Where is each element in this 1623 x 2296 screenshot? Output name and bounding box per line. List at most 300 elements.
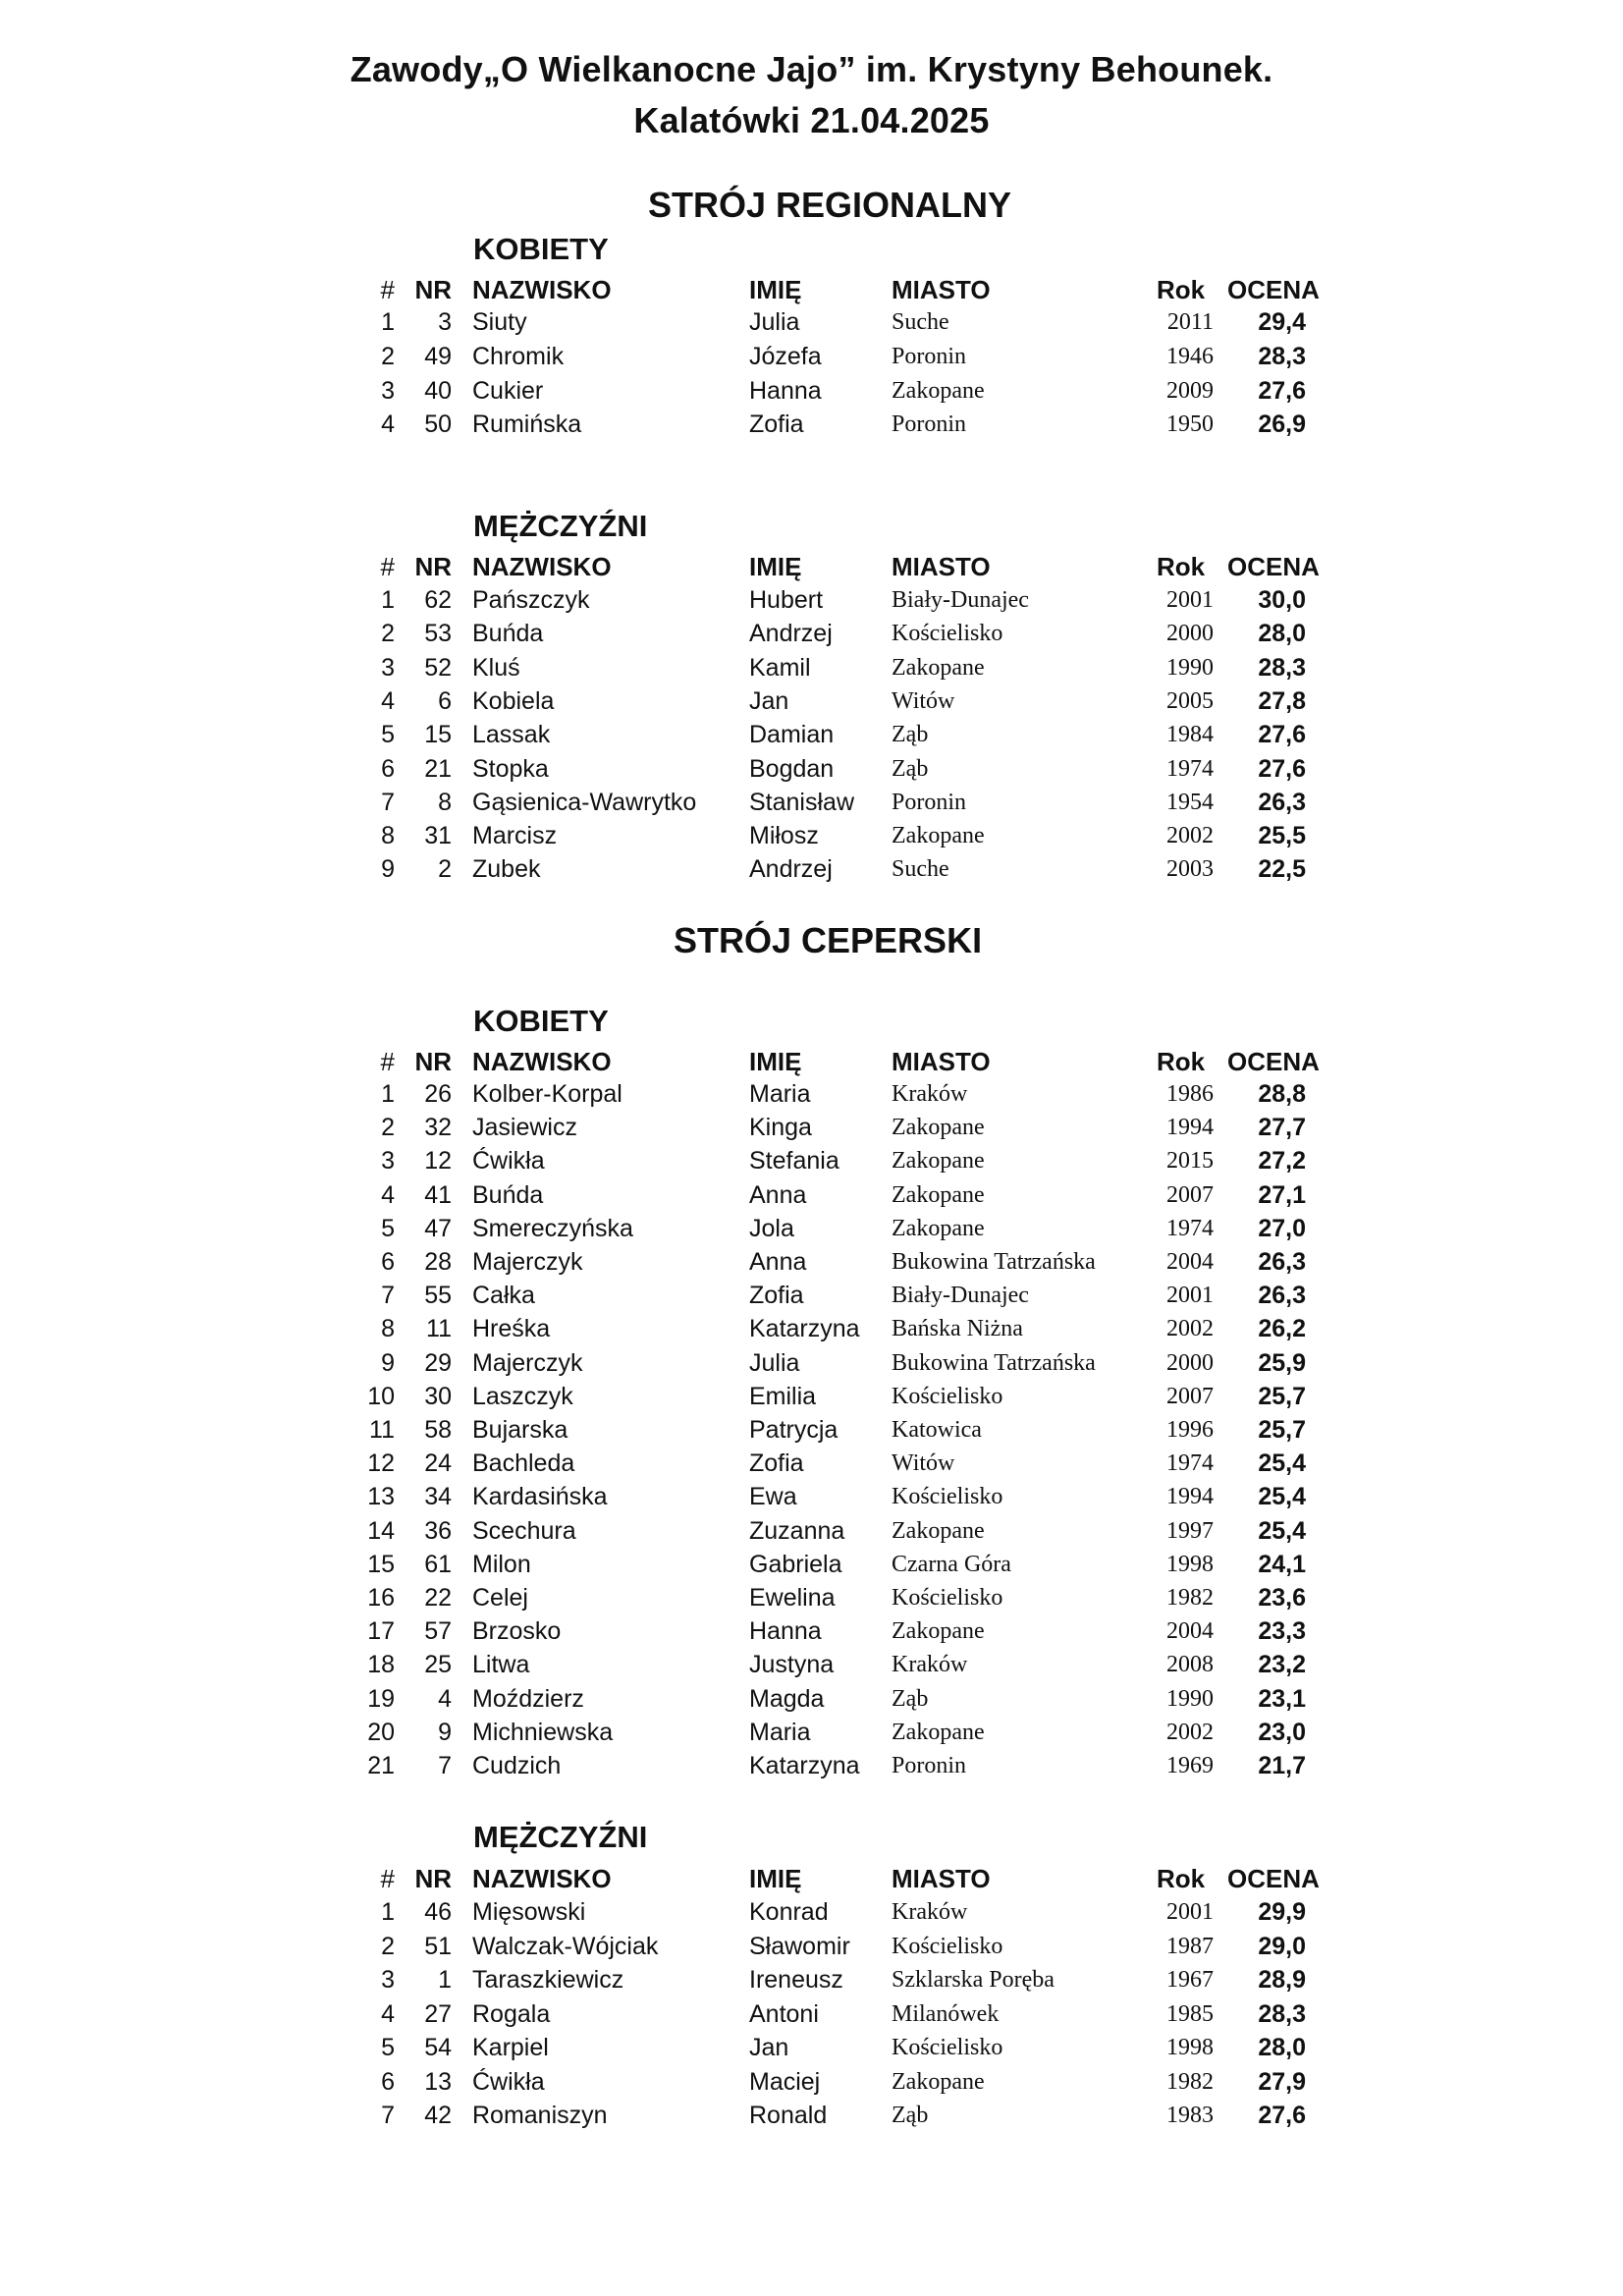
score-cell: 27,0 [1258,1214,1306,1242]
surname-cell: Laszczyk [472,1382,573,1410]
table-row [0,1313,1623,1344]
nr-cell: 2 [438,855,452,884]
rank-cell: 4 [381,686,395,715]
first-name-cell: Stanisław [749,788,854,816]
rank-cell: 7 [381,788,395,816]
nr-cell: 6 [438,686,452,715]
year-cell: 2002 [1166,1719,1214,1745]
rank-cell: 7 [381,2102,395,2129]
score-cell: 27,6 [1258,2102,1306,2129]
year-cell: 1954 [1166,789,1214,815]
year-cell: 1982 [1166,2068,1214,2095]
score-cell: 29,9 [1258,1898,1306,1926]
year-cell: 1998 [1166,2035,1214,2060]
nr-cell: 31 [424,822,452,850]
nr-cell: 36 [424,1516,452,1545]
score-cell: 23,6 [1258,1584,1306,1612]
header-city: MIASTO [892,1864,991,1893]
score-cell: 27,9 [1258,2067,1306,2096]
rank-cell: 18 [367,1651,395,1679]
rank-cell: 5 [381,721,395,749]
table-row [0,1179,1623,1211]
first-name-cell: Konrad [749,1898,829,1926]
surname-cell: Milon [472,1550,531,1578]
header-nr: NR [414,275,452,304]
nr-cell: 26 [424,1080,452,1108]
header-nr: NR [414,552,452,581]
table-header [0,1863,1623,1894]
rank-cell: 4 [381,1180,395,1209]
surname-cell: Majerczyk [472,1348,583,1377]
nr-cell: 15 [424,721,452,749]
score-cell: 26,9 [1258,410,1306,439]
year-cell: 2000 [1166,621,1214,647]
header-year: Rok [1157,275,1206,304]
year-cell: 1994 [1166,1484,1214,1510]
section-title: STRÓJ CEPERSKI [674,920,983,960]
year-cell: 2000 [1166,1349,1214,1376]
first-name-cell: Katarzyna [749,1752,860,1779]
header-surname: NAZWISKO [472,1047,612,1076]
rank-cell: 11 [369,1416,395,1444]
city-cell: Ząb [892,1685,929,1712]
surname-cell: Ćwikła [472,2067,545,2096]
nr-cell: 41 [424,1180,452,1209]
surname-cell: Marcisz [472,822,558,850]
table-row [0,1515,1623,1547]
year-cell: 2008 [1166,1652,1214,1678]
surname-cell: Celej [472,1584,528,1612]
score-cell: 27,8 [1258,686,1306,715]
year-cell: 1974 [1166,755,1214,782]
surname-cell: Bachleda [472,1449,575,1478]
nr-cell: 1 [438,1966,452,1994]
nr-cell: 21 [424,754,452,783]
first-name-cell: Miłosz [749,822,819,850]
nr-cell: 13 [424,2067,452,2096]
rank-cell: 3 [381,1147,395,1175]
surname-cell: Chromik [472,342,565,370]
first-name-cell: Magda [749,1684,825,1713]
surname-cell: Moździerz [472,1684,584,1713]
first-name-cell: Józefa [749,342,822,370]
surname-cell: Hreśka [472,1315,551,1343]
table-row [0,1481,1623,1512]
nr-cell: 25 [424,1651,452,1679]
rank-cell: 1 [381,586,395,614]
score-cell: 28,0 [1258,620,1306,648]
first-name-cell: Jola [749,1214,794,1242]
table-row [0,1615,1623,1647]
table-row [0,306,1623,338]
surname-cell: Smereczyńska [472,1214,633,1242]
surname-cell: Cukier [472,376,544,405]
surname-cell: Bujarska [472,1416,568,1444]
score-cell: 28,3 [1258,1999,1306,2028]
table-row [0,1280,1623,1311]
first-name-cell: Maria [749,1080,811,1108]
city-cell: Szklarska Poręba [892,1967,1055,1993]
city-cell: Ząb [892,755,929,782]
city-cell: Czarna Góra [892,1551,1011,1577]
header-rank: # [380,1047,395,1076]
first-name-cell: Zofia [749,410,804,439]
first-name-cell: Ronald [749,2102,828,2129]
table-header [0,274,1623,305]
year-cell: 2001 [1166,587,1214,613]
table-row [0,1213,1623,1244]
header-score: OCENA [1227,1864,1320,1893]
header-score: OCENA [1227,552,1320,581]
city-cell: Poronin [892,1753,967,1778]
score-cell: 23,1 [1258,1684,1306,1713]
year-cell: 2011 [1166,309,1214,335]
nr-cell: 24 [424,1449,452,1478]
first-name-cell: Patrycja [749,1416,839,1444]
nr-cell: 9 [438,1718,452,1746]
first-name-cell: Antoni [749,1999,819,2028]
city-cell: Bańska Niżna [892,1316,1023,1342]
rank-cell: 5 [381,2034,395,2061]
rank-cell: 19 [367,1684,395,1713]
city-cell: Zakopane [892,1517,985,1544]
table-row [0,2032,1623,2063]
first-name-cell: Jan [749,2034,789,2061]
table-row [0,375,1623,407]
surname-cell: Pańszczyk [472,586,590,614]
rank-cell: 21 [367,1752,395,1779]
city-cell: Bukowina Tatrzańska [892,1349,1096,1376]
table-row [0,1078,1623,1110]
surname-cell: Siuty [472,308,527,336]
rank-cell: 17 [367,1617,395,1646]
score-cell: 26,2 [1258,1315,1306,1343]
surname-cell: Rogala [472,1999,551,2028]
table-row [0,2066,1623,2098]
table-row [0,1896,1623,1928]
surname-cell: Buńda [472,1180,544,1209]
table-row [0,820,1623,851]
year-cell: 2007 [1166,1181,1214,1208]
year-cell: 1950 [1166,411,1214,438]
rank-cell: 8 [381,822,395,850]
score-cell: 27,1 [1258,1180,1306,1209]
surname-cell: Ćwikła [472,1147,545,1175]
year-cell: 2001 [1166,1283,1214,1309]
first-name-cell: Emilia [749,1382,817,1410]
score-cell: 25,7 [1258,1416,1306,1444]
nr-cell: 46 [424,1898,452,1926]
first-name-cell: Kamil [749,653,811,682]
nr-cell: 4 [438,1684,452,1713]
nr-cell: 40 [424,376,452,405]
year-cell: 1990 [1166,654,1214,681]
score-cell: 29,0 [1258,1932,1306,1960]
rank-cell: 3 [381,653,395,682]
first-name-cell: Julia [749,1348,800,1377]
table-row [0,1683,1623,1715]
header-score: OCENA [1227,1047,1320,1076]
year-cell: 2004 [1166,1618,1214,1645]
score-cell: 30,0 [1258,586,1306,614]
nr-cell: 42 [424,2102,452,2129]
city-cell: Milanówek [892,2000,1000,2027]
city-cell: Biały-Dunajec [892,1283,1029,1309]
surname-cell: Cudzich [472,1752,562,1779]
year-cell: 2015 [1166,1148,1214,1175]
nr-cell: 29 [424,1348,452,1377]
nr-cell: 53 [424,620,452,648]
first-name-cell: Anna [749,1180,807,1209]
nr-cell: 28 [424,1248,452,1276]
city-cell: Zakopane [892,654,985,681]
rank-cell: 7 [381,1282,395,1310]
first-name-cell: Ireneusz [749,1966,843,1994]
surname-cell: Kolber-Korpal [472,1080,622,1108]
nr-cell: 27 [424,1999,452,2028]
year-cell: 2002 [1166,823,1214,849]
year-cell: 1946 [1166,343,1214,369]
year-cell: 1986 [1166,1081,1214,1107]
group-title: KOBIETY [473,1004,609,1038]
header-rank: # [380,552,395,581]
first-name-cell: Justyna [749,1651,835,1679]
year-cell: 2002 [1166,1316,1214,1342]
nr-cell: 57 [424,1617,452,1646]
rank-cell: 20 [367,1718,395,1746]
first-name-cell: Julia [749,308,800,336]
surname-cell: Stopka [472,754,549,783]
rank-cell: 8 [381,1315,395,1343]
nr-cell: 22 [424,1584,452,1612]
group-title: KOBIETY [473,232,609,266]
rank-cell: 2 [381,620,395,648]
first-name-cell: Hanna [749,1617,822,1646]
year-cell: 1990 [1166,1685,1214,1712]
year-cell: 1967 [1166,1967,1214,1993]
first-name-cell: Jan [749,686,789,715]
year-cell: 1974 [1166,1215,1214,1241]
nr-cell: 30 [424,1382,452,1410]
rank-cell: 3 [381,376,395,405]
rank-cell: 1 [381,1080,395,1108]
rank-cell: 2 [381,342,395,370]
city-cell: Zakopane [892,1148,985,1175]
city-cell: Kościelisko [892,1933,1003,1959]
score-cell: 21,7 [1258,1752,1306,1779]
first-name-cell: Damian [749,721,835,749]
nr-cell: 61 [424,1550,452,1578]
city-cell: Kościelisko [892,621,1003,647]
table-row [0,787,1623,818]
year-cell: 1983 [1166,2103,1214,2128]
rank-cell: 6 [381,1248,395,1276]
city-cell: Kościelisko [892,1383,1003,1409]
year-cell: 1985 [1166,2000,1214,2027]
table-row [0,685,1623,717]
rank-cell: 5 [381,1214,395,1242]
score-cell: 26,3 [1258,1282,1306,1310]
surname-cell: Michniewska [472,1718,614,1746]
rank-cell: 6 [381,754,395,783]
rank-cell: 14 [367,1516,395,1545]
surname-cell: Brzosko [472,1617,562,1646]
year-cell: 2007 [1166,1383,1214,1409]
year-cell: 2003 [1166,856,1214,883]
table-row [0,618,1623,649]
first-name-cell: Kinga [749,1114,812,1142]
header-first-name: IMIĘ [749,552,802,581]
rank-cell: 1 [381,1898,395,1926]
header-city: MIASTO [892,275,991,304]
table-header [0,551,1623,582]
surname-cell: Kardasińska [472,1483,608,1511]
header-year: Rok [1157,552,1206,581]
score-cell: 27,6 [1258,721,1306,749]
header-surname: NAZWISKO [472,552,612,581]
surname-cell: Jasiewicz [472,1114,577,1142]
city-cell: Kościelisko [892,1484,1003,1510]
city-cell: Zakopane [892,1618,985,1645]
header-surname: NAZWISKO [472,275,612,304]
city-cell: Zakopane [892,823,985,849]
header-first-name: IMIĘ [749,1864,802,1893]
header-year: Rok [1157,1047,1206,1076]
surname-cell: Gąsienica-Wawrytko [472,788,697,816]
header-score: OCENA [1227,275,1320,304]
group-title: MĘŻCZYŹNI [473,1820,648,1854]
score-cell: 25,4 [1258,1483,1306,1511]
score-cell: 22,5 [1258,855,1306,884]
table-header [0,1046,1623,1077]
first-name-cell: Maciej [749,2067,821,2096]
first-name-cell: Hanna [749,376,822,405]
first-name-cell: Hubert [749,586,824,614]
rank-cell: 3 [381,1966,395,1994]
nr-cell: 55 [424,1282,452,1310]
first-name-cell: Katarzyna [749,1315,860,1343]
city-cell: Suche [892,856,949,883]
rank-cell: 13 [367,1483,395,1511]
surname-cell: Litwa [472,1651,530,1679]
city-cell: Zakopane [892,2068,985,2095]
header-first-name: IMIĘ [749,275,802,304]
city-cell: Zakopane [892,1719,985,1745]
score-cell: 28,9 [1258,1966,1306,1994]
nr-cell: 49 [424,342,452,370]
nr-cell: 62 [424,586,452,614]
surname-cell: Karpiel [472,2034,549,2061]
nr-cell: 11 [426,1315,452,1343]
header-surname: NAZWISKO [472,1864,612,1893]
first-name-cell: Ewelina [749,1584,836,1612]
first-name-cell: Sławomir [749,1932,850,1960]
table-row [0,1112,1623,1143]
city-cell: Bukowina Tatrzańska [892,1249,1096,1275]
table-row [0,1998,1623,2030]
table-row [0,719,1623,750]
score-cell: 25,5 [1258,822,1306,850]
surname-cell: Majerczyk [472,1248,583,1276]
table-row [0,753,1623,785]
header-rank: # [380,1864,395,1893]
section-title: STRÓJ REGIONALNY [648,185,1012,225]
rank-cell: 4 [381,410,395,439]
score-cell: 25,7 [1258,1382,1306,1410]
table-row [0,2100,1623,2131]
header-nr: NR [414,1047,452,1076]
rank-cell: 9 [381,1348,395,1377]
table-row [0,1347,1623,1379]
surname-cell: Kobiela [472,686,555,715]
first-name-cell: Andrzej [749,620,833,648]
city-cell: Zakopane [892,377,985,404]
rank-cell: 9 [381,855,395,884]
nr-cell: 58 [424,1416,452,1444]
rank-cell: 15 [367,1550,395,1578]
score-cell: 28,3 [1258,653,1306,682]
first-name-cell: Bogdan [749,754,835,783]
surname-cell: Romaniszyn [472,2102,608,2129]
city-cell: Katowica [892,1417,982,1443]
nr-cell: 50 [424,410,452,439]
city-cell: Zakopane [892,1215,985,1241]
nr-cell: 3 [438,308,452,336]
score-cell: 25,4 [1258,1449,1306,1478]
score-cell: 23,0 [1258,1718,1306,1746]
table-row [0,1145,1623,1176]
surname-cell: Całka [472,1282,535,1310]
first-name-cell: Anna [749,1248,807,1276]
table-row [0,1931,1623,1962]
table-row [0,409,1623,440]
year-cell: 1982 [1166,1585,1214,1611]
first-name-cell: Zofia [749,1449,804,1478]
first-name-cell: Stefania [749,1147,839,1175]
table-row [0,1649,1623,1680]
year-cell: 1984 [1166,722,1214,748]
table-row [0,1964,1623,1995]
score-cell: 26,3 [1258,1248,1306,1276]
table-row [0,341,1623,372]
score-cell: 25,9 [1258,1348,1306,1377]
score-cell: 27,2 [1258,1147,1306,1175]
header-rank: # [380,275,395,304]
first-name-cell: Zuzanna [749,1516,845,1545]
city-cell: Kraków [892,1652,968,1678]
surname-cell: Buńda [472,620,544,648]
score-cell: 27,6 [1258,754,1306,783]
table-row [0,1381,1623,1412]
header-year: Rok [1157,1864,1206,1893]
score-cell: 26,3 [1258,788,1306,816]
rank-cell: 2 [381,1114,395,1142]
score-cell: 28,0 [1258,2034,1306,2061]
city-cell: Witów [892,1450,955,1477]
surname-cell: Rumińska [472,410,582,439]
year-cell: 1998 [1166,1551,1214,1577]
rank-cell: 1 [381,308,395,336]
year-cell: 1974 [1166,1450,1214,1477]
rank-cell: 6 [381,2067,395,2096]
score-cell: 29,4 [1258,308,1306,336]
first-name-cell: Ewa [749,1483,797,1511]
document-subtitle: Kalatówki 21.04.2025 [633,100,990,140]
surname-cell: Scechura [472,1516,576,1545]
header-city: MIASTO [892,1047,991,1076]
nr-cell: 12 [424,1147,452,1175]
year-cell: 2009 [1166,377,1214,404]
